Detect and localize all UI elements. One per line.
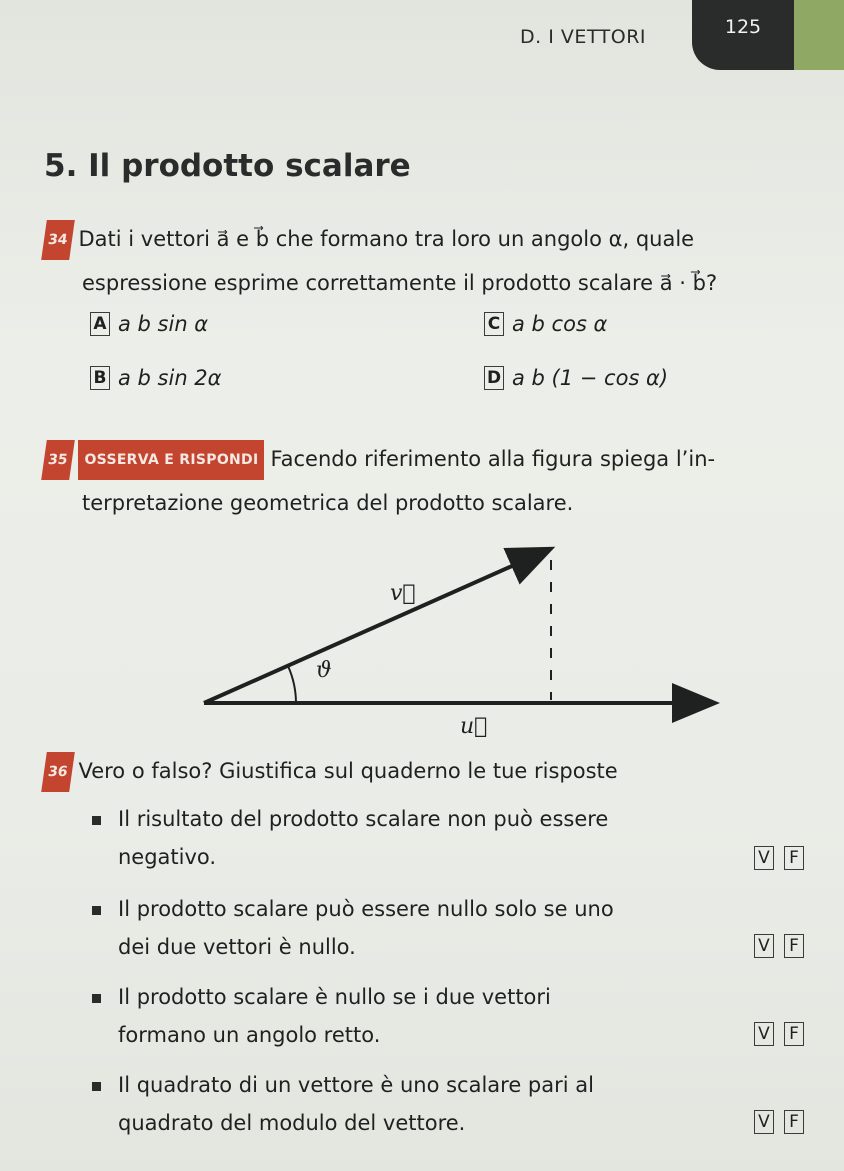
- exercise-number: 36: [41, 752, 75, 792]
- exercise-36-prompt: [44, 752, 618, 794]
- statement-3-line2: formano un angolo retto.: [118, 1023, 381, 1047]
- true-false-choice-1: [754, 846, 804, 870]
- statement-1-line1: Il risultato del prodotto scalare non può essere: [118, 807, 609, 831]
- false-box[interactable]: F: [784, 846, 804, 870]
- option-a[interactable]: [90, 312, 208, 336]
- exercise-36-intro: Vero o falso? Giustifica sul quaderno le tue risposte: [78, 759, 618, 783]
- exercise-number: 35: [41, 440, 75, 480]
- option-text: a b cos α: [512, 312, 608, 336]
- exercise-35-line2: terpretazione geometrica del prodotto scalare.: [82, 491, 574, 515]
- true-box[interactable]: V: [754, 1022, 774, 1046]
- observe-answer-tag: OSSERVA E RISPONDI: [78, 440, 264, 480]
- false-box[interactable]: F: [784, 1022, 804, 1046]
- page-number: 125: [724, 16, 762, 38]
- theta-label: ϑ: [316, 658, 332, 683]
- vector-projection-figure: [0, 530, 844, 750]
- option-text: a b (1 − cos α): [512, 366, 669, 390]
- exercise-35-prompt: [44, 440, 715, 482]
- section-title: 5. Il prodotto scalare: [44, 148, 411, 184]
- option-text: a b sin α: [118, 312, 209, 336]
- vector-u-label: u⃗: [460, 714, 488, 739]
- bullet: [92, 994, 101, 1003]
- exercise-number: 34: [41, 220, 75, 260]
- option-letter: B: [90, 366, 110, 390]
- statement-2-line1: Il prodotto scalare può essere nullo solo se uno: [118, 897, 614, 921]
- bullet: [92, 1082, 101, 1091]
- vector-v-label: v⃗: [390, 581, 416, 606]
- true-false-choice-4: [754, 1110, 804, 1134]
- option-d[interactable]: [484, 366, 668, 390]
- option-letter: D: [484, 366, 504, 390]
- statement-2-line2: dei due vettori è nullo.: [118, 935, 356, 959]
- option-letter: C: [484, 312, 504, 336]
- exercise-34-line2: espressione esprime correttamente il prodotto scalare a⃗ · b⃗?: [82, 271, 718, 295]
- page-number-tab: [692, 0, 794, 70]
- bullet: [92, 906, 101, 915]
- chapter-color-strip: [794, 0, 844, 70]
- true-box[interactable]: V: [754, 934, 774, 958]
- exercise-34-prompt: [44, 220, 694, 262]
- option-letter: A: [90, 312, 110, 336]
- angle-arc: [288, 666, 296, 703]
- true-box[interactable]: V: [754, 1110, 774, 1134]
- exercise-35-line1: Facendo riferimento alla figura spiega l’in-: [270, 447, 716, 471]
- statement-1-line2: negativo.: [118, 845, 217, 869]
- true-false-choice-3: [754, 1022, 804, 1046]
- option-b[interactable]: [90, 366, 222, 390]
- bullet: [92, 816, 101, 825]
- statement-3-line1: Il prodotto scalare è nullo se i due vettori: [118, 985, 551, 1009]
- option-c[interactable]: [484, 312, 607, 336]
- vector-v-arrow: [204, 550, 548, 703]
- false-box[interactable]: F: [784, 1110, 804, 1134]
- true-box[interactable]: V: [754, 846, 774, 870]
- chapter-header: D. I VETTORI: [520, 26, 646, 48]
- true-false-choice-2: [754, 934, 804, 958]
- statement-4-line2: quadrato del modulo del vettore.: [118, 1111, 466, 1135]
- false-box[interactable]: F: [784, 934, 804, 958]
- statement-4-line1: Il quadrato di un vettore è uno scalare pari al: [118, 1073, 594, 1097]
- option-text: a b sin 2α: [118, 366, 222, 390]
- exercise-34-line1: Dati i vettori a⃗ e b⃗ che formano tra loro un angolo α, quale: [78, 227, 695, 251]
